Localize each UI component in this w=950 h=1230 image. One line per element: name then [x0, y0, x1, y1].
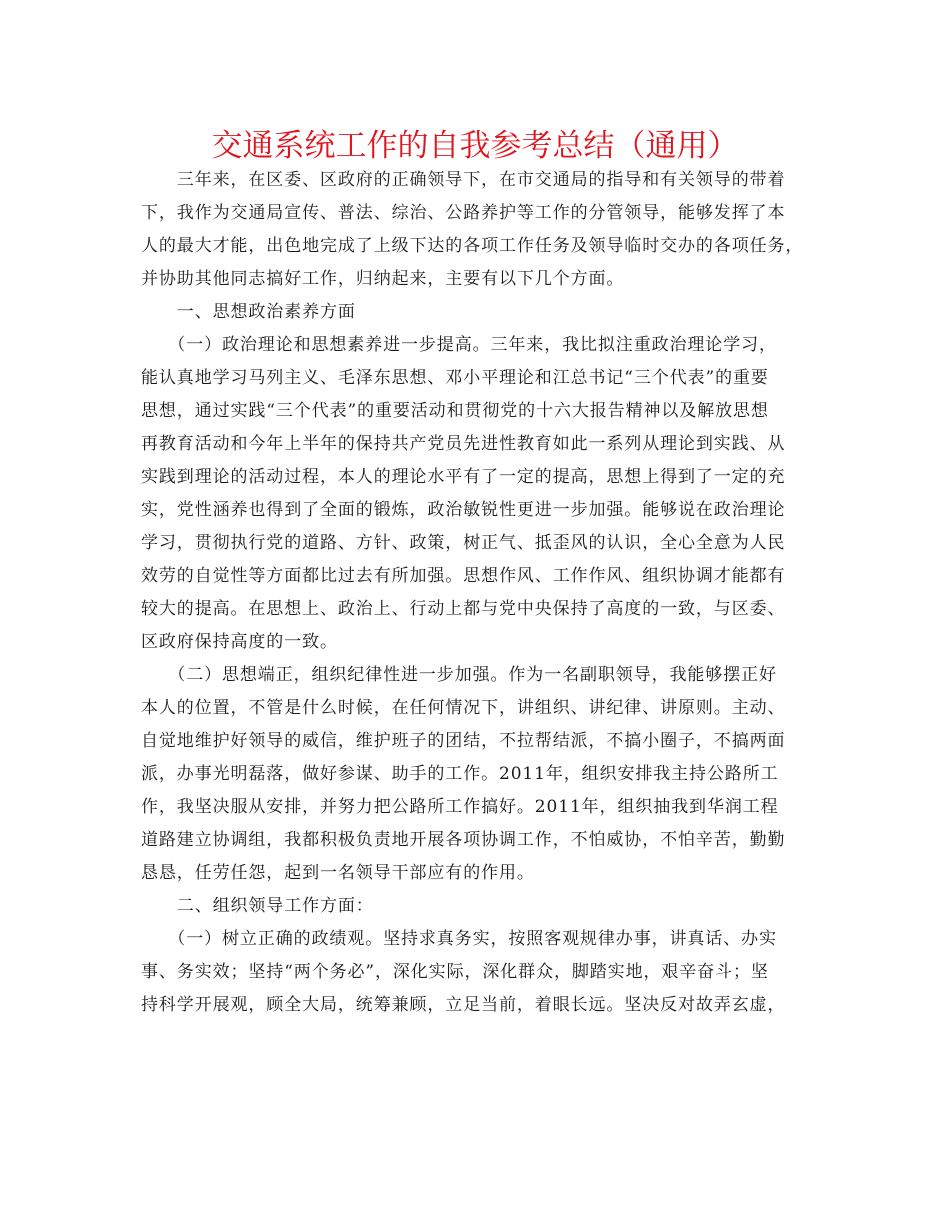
- text-line: 恳恳，任劳任怨，起到一名领导干部应有的作用。: [141, 863, 535, 883]
- text-line: 下，我作为交通局宣传、普法、综治、公路养护等工作的分管领导，能够发挥了本: [141, 203, 786, 223]
- text-line: 较大的提高。在思想上、政治上、行动上都与党中央保持了高度的一致，与区委、: [141, 599, 786, 619]
- text-line: 本人的位置，不管是什么时候，在任何情况下，讲组织、讲纪律、讲原则。主动、: [141, 698, 786, 718]
- text-line: 效劳的自觉性等方面都比过去有所加强。思想作风、工作作风、组织协调才能都有: [141, 566, 786, 586]
- text-line: 三年来，在区委、区政府的正确领导下，在市交通局的指导和有关领导的带着: [141, 170, 786, 190]
- section-heading: 二、组织领导工作方面：: [141, 896, 374, 916]
- text-line: 再教育活动和今年上半年的保持共产党员先进性教育如此一系列从理论到实践、从: [141, 434, 786, 454]
- text-line: （二）思想端正，组织纪律性进一步加强。作为一名副职领导，我能够摆正好: [141, 665, 777, 685]
- text-line: 派，办事光明磊落，做好参谋、助手的工作。2011年，组织安排我主持公路所工: [141, 764, 779, 784]
- text-line: 区政府保持高度的一致。: [141, 632, 338, 652]
- text-line: 实践到理论的活动过程，本人的理论水平有了一定的提高，思想上得到了一定的充: [141, 467, 786, 487]
- text-line: 持科学开展观，顾全大局，统筹兼顾，立足当前，着眼长远。坚决反对故弄玄虚，: [141, 995, 786, 1015]
- section-heading: 一、思想政治素养方面: [141, 302, 356, 322]
- text-line: 能认真地学习马列主义、毛泽东思想、邓小平理论和江总书记“三个代表”的重要: [141, 368, 769, 388]
- text-line: 实，党性涵养也得到了全面的锻炼，政治敏锐性更进一步加强。能够说在政治理论: [141, 500, 786, 520]
- text-line: （一）树立正确的政绩观。坚持求真务实，按照客观规律办事，讲真话、办实: [141, 929, 777, 949]
- text-line: 并协助其他同志搞好工作，归纳起来，主要有以下几个方面。: [141, 269, 625, 289]
- text-line: （一）政治理论和思想素养进一步提高。三年来，我比拟注重政治理论学习，: [141, 335, 777, 355]
- text-line: 事、务实效；坚持“两个务必”，深化实际，深化群众，脚踏实地，艰辛奋斗；坚: [141, 962, 769, 982]
- text-line: 思想，通过实践“三个代表”的重要活动和贯彻党的十六大报告精神以及解放思想: [141, 401, 769, 421]
- text-line: 道路建立协调组，我都积极负责地开展各项协调工作，不怕威协，不怕辛苦，勤勤: [141, 830, 786, 850]
- text-line: 自觉地维护好领导的威信，维护班子的团结，不拉帮结派，不搞小圈子，不搞两面: [141, 731, 786, 751]
- document-body: [141, 164, 825, 1022]
- document-title: 交通系统工作的自我参考总结（通用）: [211, 128, 739, 164]
- text-line: 学习，贯彻执行党的道路、方针、政策，树正气、抵歪风的认识，全心全意为人民: [141, 533, 786, 553]
- text-line: 人的最大才能，出色地完成了上级下达的各项工作任务及领导临时交办的各项任务，: [141, 236, 804, 256]
- text-line: 作，我坚决服从安排，并努力把公路所工作搞好。2011年，组织抽我到华润工程: [141, 797, 779, 817]
